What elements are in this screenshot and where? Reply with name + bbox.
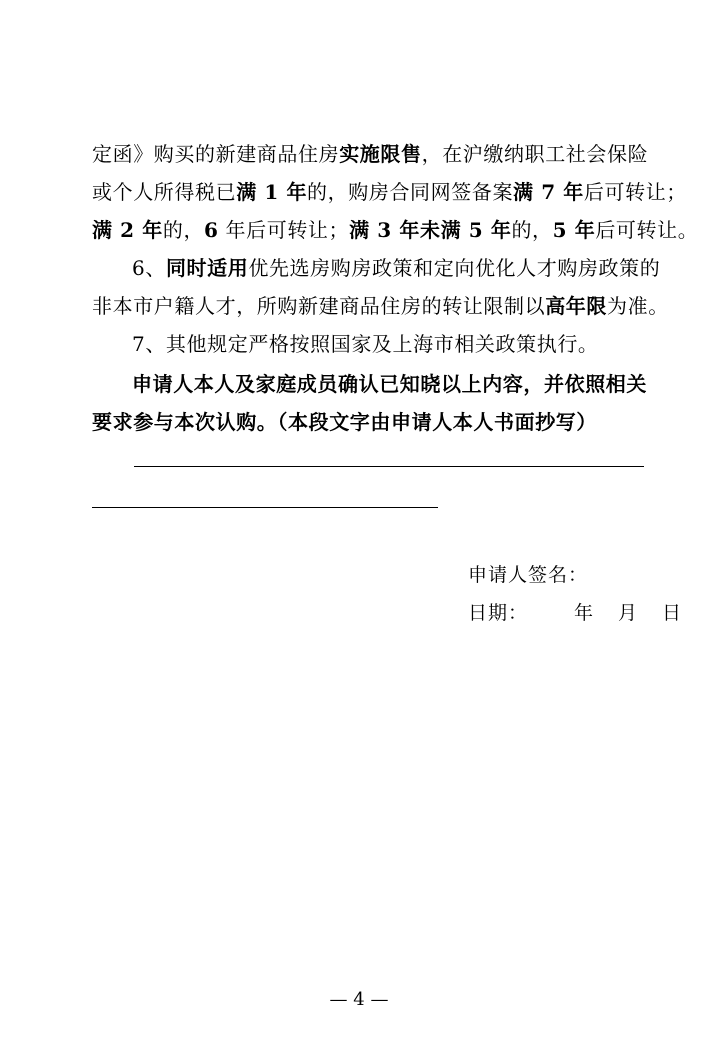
text-span: 定函》购买的新建商品住房 xyxy=(92,142,340,166)
bold-text: 同时适用 xyxy=(165,256,249,280)
declaration-line-1: 申请人本人及家庭成员确认已知晓以上内容，并依照相关 xyxy=(132,372,647,396)
item-6-line-1 xyxy=(132,248,661,288)
text-span: 为准。 xyxy=(607,294,669,318)
text-span: 的， xyxy=(162,218,205,242)
bold-text: 满 1 年 xyxy=(236,180,308,204)
bold-text: 满 2 年 xyxy=(92,218,163,242)
bold-text: 高年限 xyxy=(545,294,608,318)
text-span: 的， xyxy=(511,218,553,242)
page-number: — 4 — xyxy=(329,989,389,1010)
text-span: 后可转让。 xyxy=(595,218,699,242)
paragraph-line xyxy=(92,210,699,250)
text-span: 后可转让； xyxy=(583,180,687,204)
declaration-line-2: 要求参与本次认购。（本段文字由申请人本人书面抄写） xyxy=(92,410,597,434)
bold-text: 实施限售 xyxy=(339,142,422,166)
date-row xyxy=(468,597,682,629)
paragraph-line xyxy=(92,172,687,212)
bold-text: 6 xyxy=(204,218,219,242)
text-span: ，在沪缴纳职工社会保险 xyxy=(421,142,649,166)
bold-text: 满 3 年未满 5 年 xyxy=(349,218,512,242)
text-span: 的，购房合同网签备案 xyxy=(307,180,514,204)
handwriting-line-2[interactable] xyxy=(92,507,438,508)
item-7: 7、其他规定严格按照国家及上海市相关政策执行。 xyxy=(132,332,599,356)
bold-text: 5 年 xyxy=(552,218,596,242)
item-6-line-2 xyxy=(92,286,669,326)
paragraph-line xyxy=(92,134,652,174)
text-span: 或个人所得税已 xyxy=(92,180,237,204)
text-span: 优先选房购房政策和定向优化人才购房政策的 xyxy=(248,256,661,280)
date-year: 年 xyxy=(574,602,595,624)
handwriting-line-1[interactable] xyxy=(134,466,644,467)
date-month: 月 xyxy=(618,602,639,624)
signature-label: 申请人签名： xyxy=(468,564,589,586)
text-span: 非本市户籍人才，所购新建商品住房的转让限制以 xyxy=(92,294,546,318)
date-label: 日期： xyxy=(468,602,529,624)
text-span: 6、 xyxy=(132,256,166,280)
bold-text: 满 7 年 xyxy=(513,180,584,204)
text-span: 年后可转让； xyxy=(218,218,350,242)
date-day: 日 xyxy=(662,602,683,624)
